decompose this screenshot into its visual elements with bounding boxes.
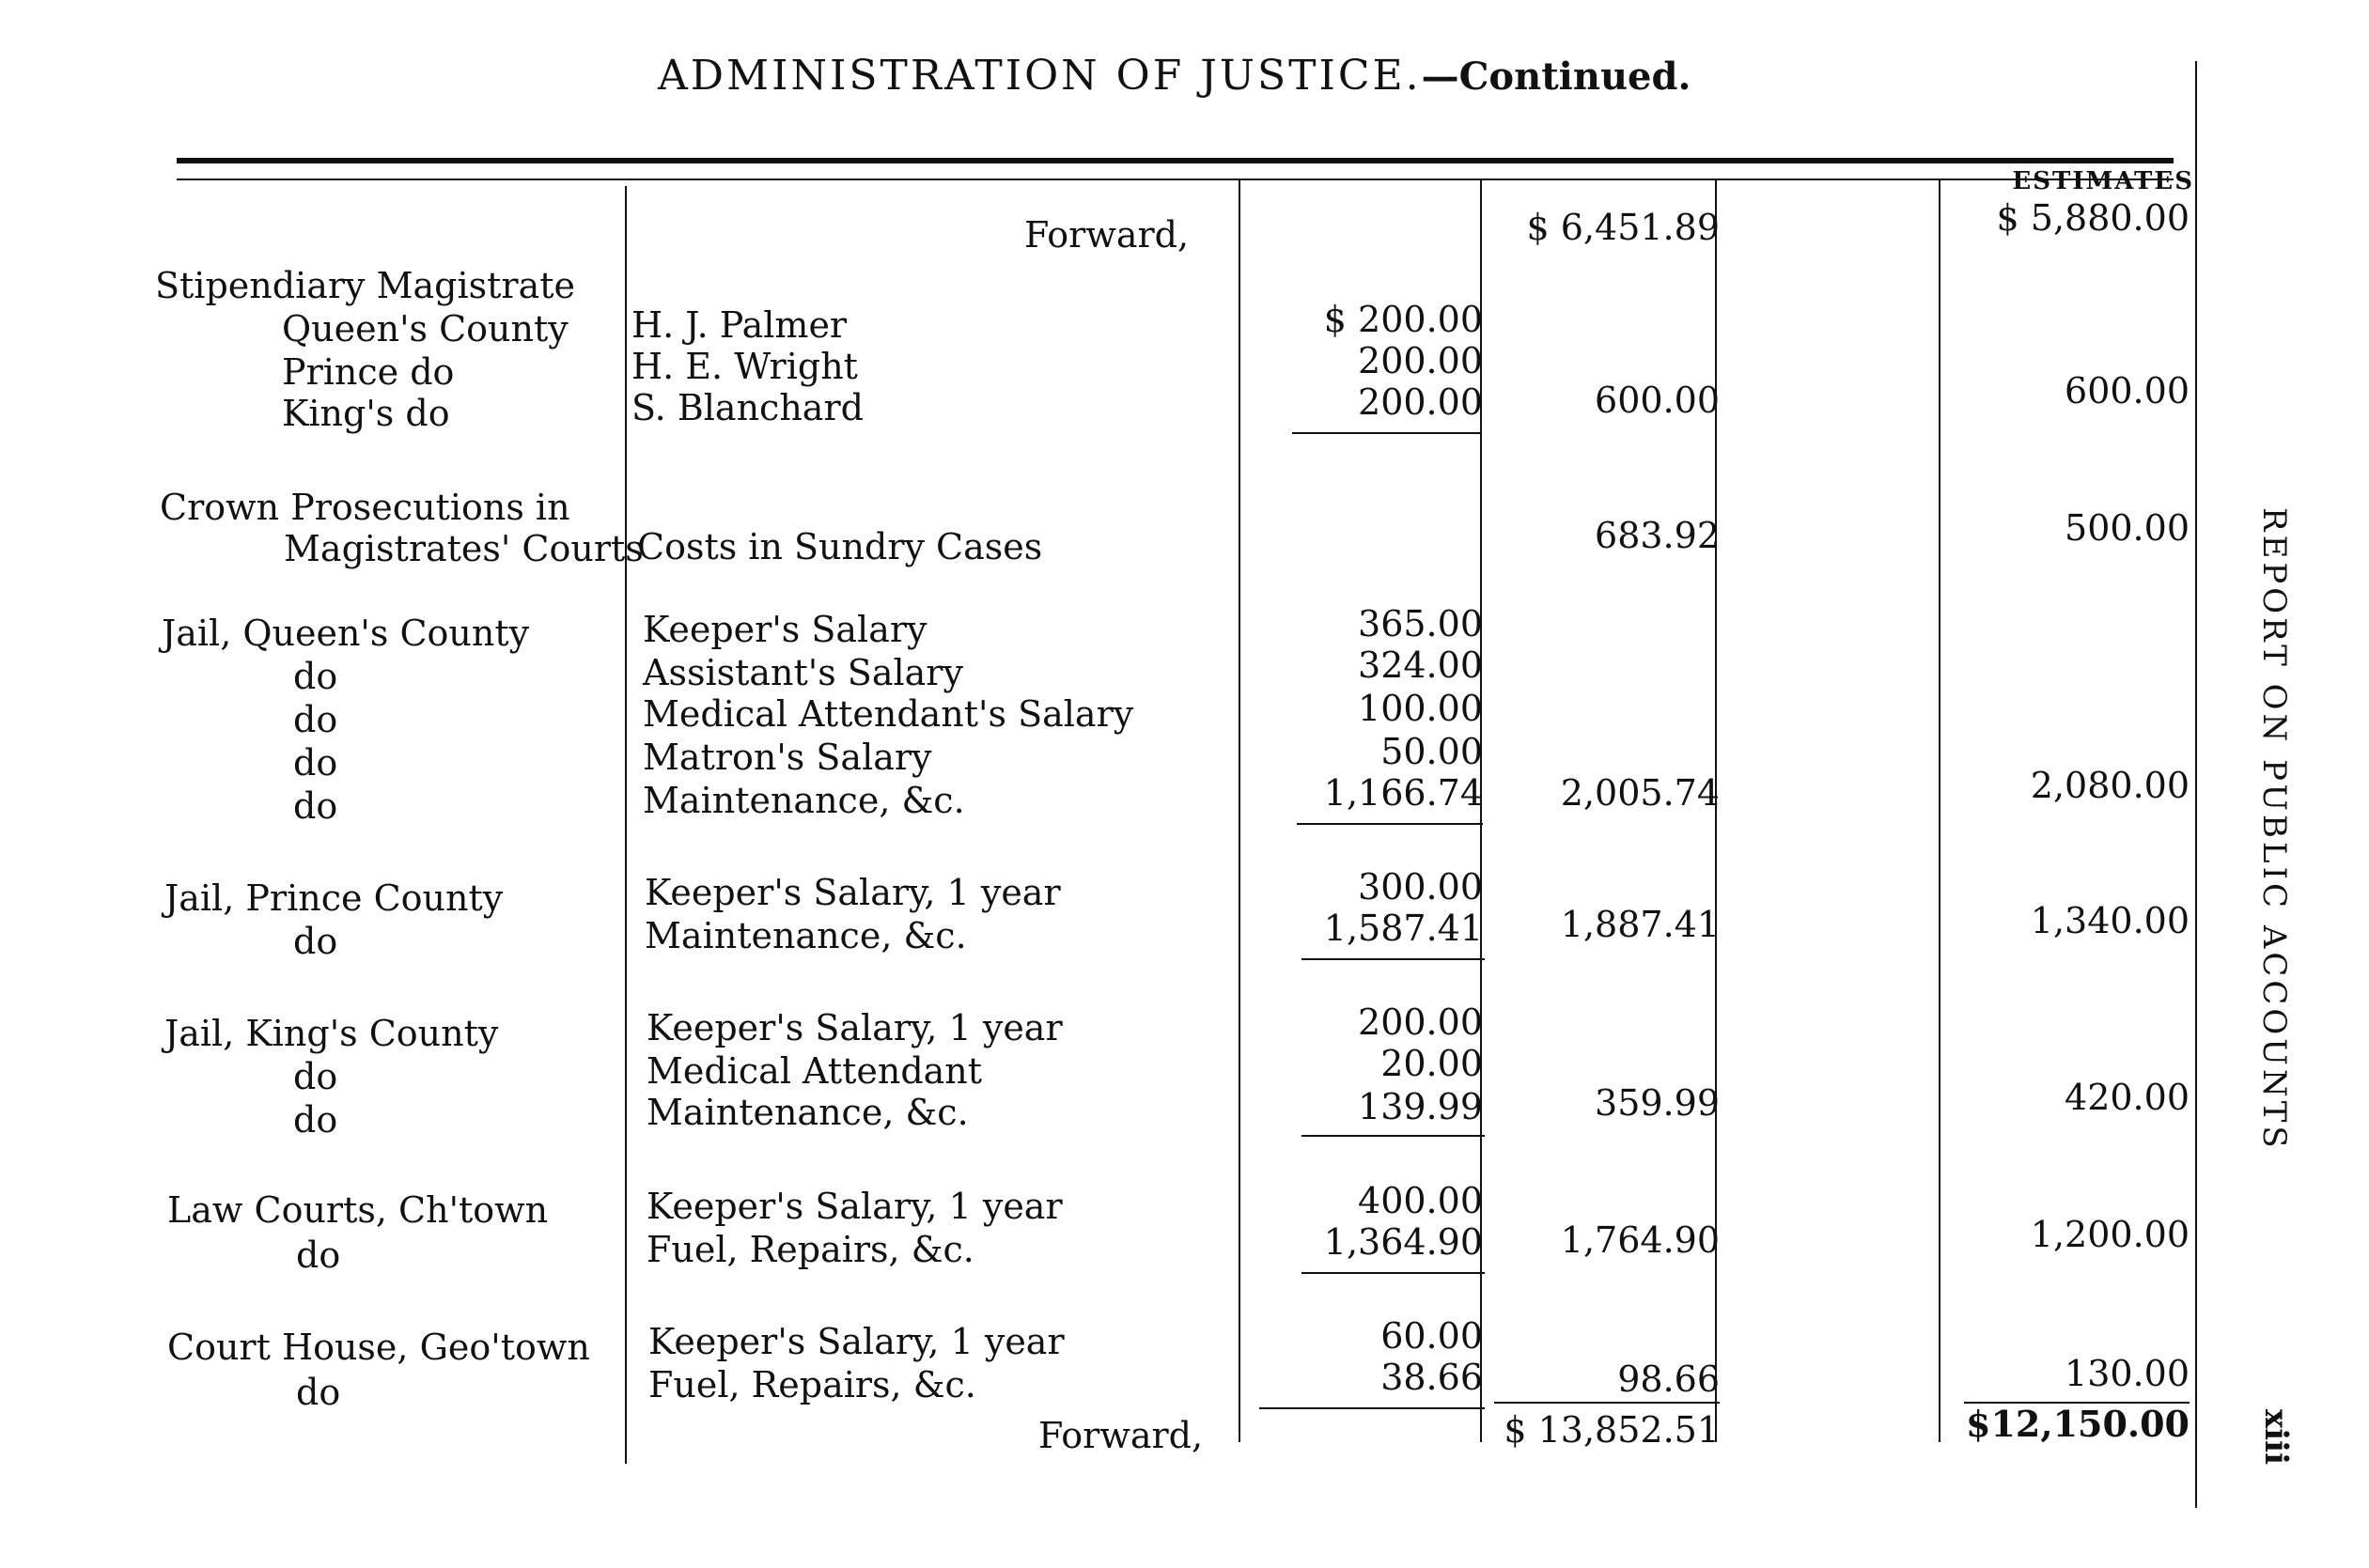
page-number: xiii: [2257, 1409, 2295, 1466]
jailk-amount-2: 20.00: [1380, 1043, 1483, 1084]
jailk-total: 359.99: [1595, 1082, 1720, 1124]
jailq-sub-3: do: [293, 699, 338, 740]
jailk-amount-3: 139.99: [1358, 1086, 1483, 1127]
jailk-sub-2: do: [293, 1056, 338, 1097]
stip-total: 600.00: [1595, 380, 1720, 421]
law-sub-2: do: [296, 1234, 341, 1276]
jailp-label: Jail, Prince County: [164, 877, 504, 919]
crown-estimate: 500.00: [2065, 507, 2190, 549]
jailp-desc-2: Maintenance, &c.: [645, 915, 967, 956]
stip-estimate: 600.00: [2065, 370, 2190, 411]
forward-top-label: Forward,: [1024, 214, 1190, 256]
jailq-desc-4: Matron's Salary: [643, 737, 932, 778]
jailk-label: Jail, King's County: [164, 1013, 499, 1054]
stip-label: Stipendiary Magistrate: [155, 265, 575, 306]
jailq-desc-2: Assistant's Salary: [643, 652, 963, 693]
stip-desc-1: H. J. Palmer: [631, 304, 848, 346]
law-estimate: 1,200.00: [2030, 1214, 2190, 1255]
stip-amount-2: 200.00: [1358, 340, 1483, 381]
right-margin-rule: [2195, 61, 2197, 1508]
side-running-title: REPORT ON PUBLIC ACCOUNTS: [2255, 507, 2293, 1152]
court-label: Court House, Geo'town: [167, 1327, 590, 1368]
title-continued: —Continued.: [1421, 54, 1691, 99]
law-desc-1: Keeper's Salary, 1 year: [647, 1186, 1063, 1227]
jailp-subtotal-rule: [1301, 958, 1485, 960]
jailq-sub-4: do: [293, 742, 338, 784]
jailq-total: 2,005.74: [1560, 772, 1720, 814]
jailp-total: 1,887.41: [1560, 904, 1720, 945]
stip-desc-3: S. Blanchard: [631, 387, 864, 428]
jailp-desc-1: Keeper's Salary, 1 year: [645, 872, 1061, 913]
jailp-amount-2: 1,587.41: [1323, 908, 1483, 949]
crown-total: 683.92: [1595, 515, 1720, 556]
column-rule-estimate: [1939, 179, 1940, 1442]
forward-bottom-estimate: $12,150.00: [1966, 1403, 2190, 1445]
jailq-label: Jail, Queen's County: [162, 613, 530, 654]
jailq-amount-1: 365.00: [1358, 603, 1483, 644]
jailq-desc-5: Maintenance, &c.: [643, 780, 965, 821]
jailq-amount-3: 100.00: [1358, 688, 1483, 729]
jailq-sub-2: do: [293, 656, 338, 697]
stip-sub-1: Queen's County: [282, 308, 569, 349]
jailq-amount-4: 50.00: [1380, 731, 1483, 772]
top-rule-thin: [177, 179, 2174, 180]
jailp-estimate: 1,340.00: [2030, 900, 2190, 941]
jailq-sub-5: do: [293, 785, 338, 827]
court-desc-2: Fuel, Repairs, &c.: [648, 1364, 976, 1405]
forward-top-estimate: $ 5,880.00: [1996, 197, 2190, 239]
stip-sub-2: Prince do: [282, 351, 455, 393]
stip-sub-3: King's do: [282, 393, 450, 434]
stip-desc-2: H. E. Wright: [631, 346, 858, 387]
stip-amount-3: 200.00: [1358, 381, 1483, 423]
law-amount-2: 1,364.90: [1323, 1221, 1483, 1263]
jailk-desc-3: Maintenance, &c.: [647, 1092, 969, 1133]
jailp-amount-1: 300.00: [1358, 866, 1483, 908]
court-sub-2: do: [296, 1372, 341, 1413]
forward-bottom-label: Forward,: [1038, 1415, 1204, 1456]
court-estimate: 130.00: [2065, 1353, 2190, 1394]
court-amount-1: 60.00: [1380, 1315, 1483, 1357]
crown-sub: Magistrates' Courts: [284, 528, 644, 569]
jailq-desc-1: Keeper's Salary: [643, 609, 927, 650]
jailk-desc-2: Medical Attendant: [647, 1050, 983, 1092]
court-desc-1: Keeper's Salary, 1 year: [648, 1321, 1065, 1362]
forward-bottom-total: $ 13,852.51: [1504, 1409, 1720, 1451]
jailk-estimate: 420.00: [2065, 1077, 2190, 1118]
stip-amount-1: $ 200.00: [1323, 299, 1483, 340]
stip-subtotal-rule: [1292, 432, 1480, 434]
jailk-amount-1: 200.00: [1358, 1001, 1483, 1043]
law-subtotal-rule: [1301, 1272, 1485, 1274]
jailp-sub-2: do: [293, 921, 338, 962]
crown-label: Crown Prosecutions in: [160, 487, 570, 528]
page-title: [658, 52, 1691, 100]
jailq-estimate: 2,080.00: [2030, 765, 2190, 806]
jailk-subtotal-rule: [1301, 1135, 1485, 1137]
jailq-amount-5: 1,166.74: [1323, 772, 1483, 814]
law-amount-1: 400.00: [1358, 1180, 1483, 1221]
law-desc-2: Fuel, Repairs, &c.: [647, 1229, 974, 1270]
title-main: ADMINISTRATION OF JUSTICE.: [658, 52, 1422, 100]
estimates-heading: ESTIMATES: [2012, 167, 2194, 195]
jailq-desc-3: Medical Attendant's Salary: [643, 693, 1134, 735]
top-rule-thick: [177, 158, 2174, 163]
law-total: 1,764.90: [1560, 1219, 1720, 1261]
jailk-sub-3: do: [293, 1099, 338, 1141]
jailk-desc-1: Keeper's Salary, 1 year: [647, 1007, 1063, 1048]
jailq-amount-2: 324.00: [1358, 644, 1483, 686]
court-total: 98.66: [1617, 1358, 1720, 1400]
court-amount-2: 38.66: [1380, 1357, 1483, 1398]
column-rule-desc: [625, 186, 627, 1464]
law-label: Law Courts, Ch'town: [167, 1189, 549, 1231]
jailq-subtotal-rule: [1297, 823, 1483, 825]
court-subtotal-rule: [1259, 1407, 1485, 1409]
forward-top-total: $ 6,451.89: [1526, 207, 1720, 248]
crown-desc: Costs in Sundry Cases: [637, 526, 1043, 567]
grand-total-rule: [1494, 1402, 1720, 1404]
